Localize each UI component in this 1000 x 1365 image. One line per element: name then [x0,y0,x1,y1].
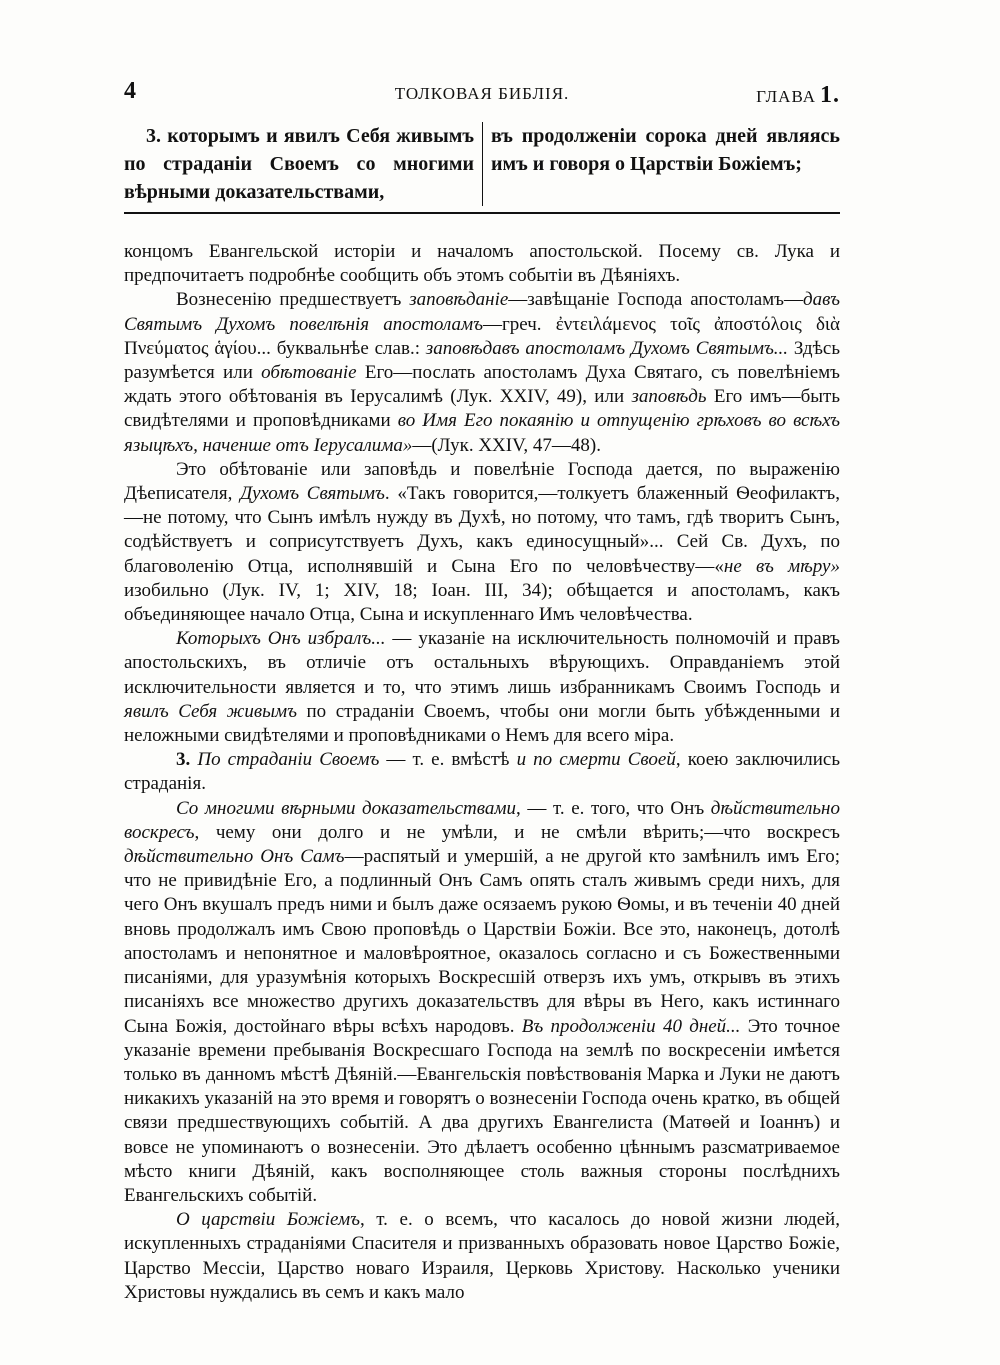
verse-left-column: 3. которымъ и явилъ Себя живымъ по страданіи Своемъ со многими вѣрными доказательствами, [124,125,474,203]
commentary-paragraph-1: концомъ Евангельской исторіи и началомъ апостольской. Посему св. Лука и предпочитаетъ подробнѣе сообщить объ этомъ событіи въ Дѣяніяхъ. [124,241,840,287]
commentary-paragraph-7: О царствіи Божіемъ, т. е. о всемъ, что касалось до новой жизни людей, искупленныхъ страданіями Спасителя и призванныхъ образовать новое Царство Божіе, Царство Мессіи, Царство новаго Израиля, Церковь Христову. Насколько ученики Христовы нуждались въ семъ и какъ мало [124,1209,840,1303]
verse-right-column: въ продолженіи сорока дней являясь имъ и говоря о Царствіи Божіемъ; [482,122,840,206]
commentary-paragraph-6: Со многими вѣрными доказательствами, — т. е. того, что Онъ дѣйствительно воскресъ, чему они долго и не умѣли, и не смѣли вѣрить;—что воскресъ дѣйствительно Онъ Самъ—распятый и умершій, а не другой кто замѣнилъ имъ Его; что не привидѣніе Его, а подлинный Онъ Самъ опять сталъ живымъ среди нихъ, для чего Онъ вкушалъ предъ ними и былъ даже осязаемъ рукою Ѳомы, и въ теченіи 40 дней вновь продолжалъ имъ Свою проповѣдь о Царствіи Божіи. Все это, наконецъ, дотолѣ апостоламъ и непонятное и маловѣроятное, оказалось согласно и съ Божественными писаніями, для уразумѣнія которыхъ Воскресшій отверзъ ихъ умъ, открывъ въ этихъ писаніяхъ все множество другихъ доказательствъ для вѣры въ Него, какъ истиннаго Сына Божія, достойнаго вѣры всѣхъ народовъ. Въ продолженіи 40 дней... Это точное указаніе времени пребыванія Воскресшаго Господа на землѣ по воскресеніи имѣется только въ данномъ мѣстѣ Дѣяній.—Евангельскія повѣствованія Марка и Луки не даютъ никакихъ указаній на это время и говорятъ о вознесеніи Господа очень кратко, въ общей связи предшествующихъ событій. А два другихъ Евангелиста (Матѳей и Іоаннъ) и вовсе не упоминаютъ о вознесеніи. Это дѣлаетъ особенно цѣннымъ разсматриваемое мѣсто книги Дѣяній, какъ восполняющее столь важныя стороны послѣднихъ Евангельскихъ событій. [124,797,841,1206]
commentary-paragraph-4: Которыхъ Онъ избралъ... — указаніе на исключительность полномочій и правъ апостольскихъ, въ отличіе отъ остальныхъ вѣрующихъ. Оправданіемъ этой исключительности является и то, что этимъ лишь избранникамъ Своимъ Господь и явилъ Себя живымъ по страданіи Своемъ, чтобы они могли быть убѣжденными и неложными свидѣтелями и проповѣдниками о Немъ для всего міра. [124,628,840,747]
chapter-label: ГЛАВА [756,87,816,106]
commentary [124,240,840,1305]
commentary-paragraph-2: Вознесенію предшествуетъ заповѣданіе—завѣщаніе Господа апостоламъ—давъ Святымъ Духомъ повелѣнія апостоламъ—греч. ἐντειλάμενος τοῖς ἀποστόλοις διὰ Πνεύματος ἁγίου... буквальнѣе слав.: заповѣдавъ апостоламъ Духомъ Святымъ... Здѣсь разумѣется или обѣтованіе Его—послать апостоламъ Духа Святаго, съ повелѣніемъ ждать этого обѣтованія въ Іерусалимѣ (Лук. XXIV, 49), или заповѣдь Его имъ—быть свидѣтелями и проповѣдниками во Имя Его покаянію и отпущенію грѣховъ во всѣхъ языцѣхъ, наченше отъ Іерусалима»—(Лук. XXIV, 47—48). [124,289,841,456]
bible-verse-text [124,122,840,214]
chapter-number: 1. [820,82,840,108]
commentary-paragraph-5: 3. По страданіи Своемъ — т. е. вмѣстѣ и по смерти Своей, коею заключились страданія. [124,749,841,795]
chapter-indicator [756,82,840,109]
running-header [124,78,840,112]
page-number: 4 [124,78,136,104]
commentary-paragraph-3: Это обѣтованіе или заповѣдь и повелѣніе Господа дается, по выраженію Дѣеписателя, Духомъ Святымъ. «Такъ говорится,—толкуетъ блаженный Ѳеофилактъ,—не потому, что Сынъ имѣлъ нужду въ Духѣ, но потому, что тамъ, гдѣ творитъ Сынъ, содѣйствуетъ и соприсутствуетъ Духъ, какъ единосущный»... Сей Св. Духъ, по благоволенію Отца, исполнявшій и Сына Его по человѣчеству—«не въ мѣру» изобильно (Лук. IV, 1; XIV, 18; Іоан. III, 34); обѣщается и апостоламъ, какъ объединяющее начало Отца, Сына и искупленнаго Имъ человѣчества. [124,458,841,626]
running-title: ТОЛКОВАЯ БИБЛІЯ. [394,84,570,103]
